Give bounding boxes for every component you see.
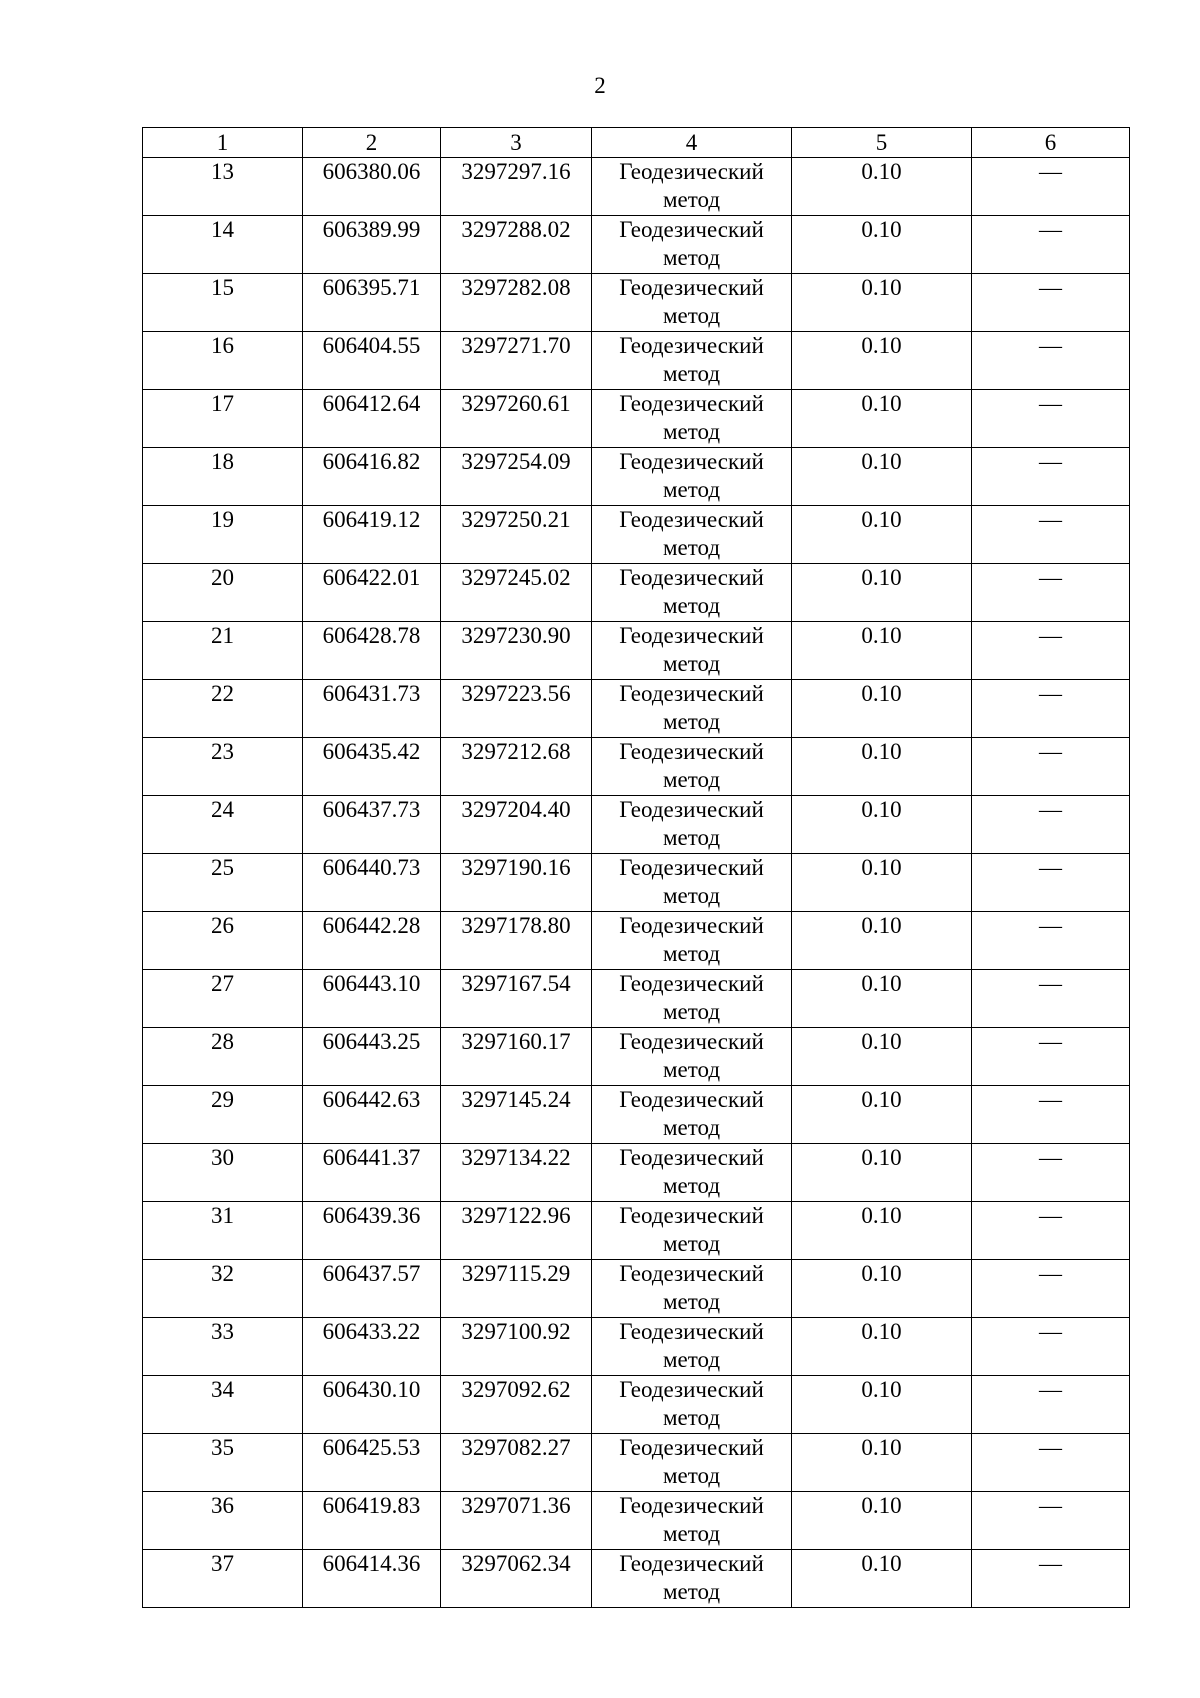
accuracy-cell: 0.10 (792, 912, 972, 970)
y-coordinate-cell: 3297071.36 (441, 1492, 592, 1550)
y-coordinate-cell: 3297245.02 (441, 564, 592, 622)
table-row (143, 564, 1130, 622)
point-number-cell: 33 (143, 1318, 303, 1376)
point-number-cell: 25 (143, 854, 303, 912)
accuracy-cell: 0.10 (792, 506, 972, 564)
column-header: 4 (592, 128, 792, 158)
table-row (143, 216, 1130, 274)
column-header: 1 (143, 128, 303, 158)
point-number-cell: 22 (143, 680, 303, 738)
method-cell: Геодезический метод (592, 1434, 792, 1492)
accuracy-cell: 0.10 (792, 158, 972, 216)
column-header: 3 (441, 128, 592, 158)
point-number-cell: 23 (143, 738, 303, 796)
accuracy-cell: 0.10 (792, 680, 972, 738)
x-coordinate-cell: 606404.55 (303, 332, 441, 390)
note-cell: — (972, 1028, 1130, 1086)
x-coordinate-cell: 606443.25 (303, 1028, 441, 1086)
method-cell: Геодезический метод (592, 1376, 792, 1434)
table-row (143, 1086, 1130, 1144)
x-coordinate-cell: 606389.99 (303, 216, 441, 274)
note-cell: — (972, 1376, 1130, 1434)
point-number-cell: 31 (143, 1202, 303, 1260)
page-number: 2 (594, 73, 606, 98)
method-cell: Геодезический метод (592, 332, 792, 390)
table-row (143, 1260, 1130, 1318)
y-coordinate-cell: 3297212.68 (441, 738, 592, 796)
accuracy-cell: 0.10 (792, 1376, 972, 1434)
point-number-cell: 21 (143, 622, 303, 680)
note-cell: — (972, 274, 1130, 332)
y-coordinate-cell: 3297062.34 (441, 1550, 592, 1608)
note-cell: — (972, 1318, 1130, 1376)
column-header: 5 (792, 128, 972, 158)
column-header: 6 (972, 128, 1130, 158)
note-cell: — (972, 970, 1130, 1028)
point-number-cell: 17 (143, 390, 303, 448)
table-row (143, 274, 1130, 332)
point-number-cell: 35 (143, 1434, 303, 1492)
table-row (143, 622, 1130, 680)
method-cell: Геодезический метод (592, 1318, 792, 1376)
x-coordinate-cell: 606412.64 (303, 390, 441, 448)
point-number-cell: 13 (143, 158, 303, 216)
table-row (143, 506, 1130, 564)
method-cell: Геодезический метод (592, 912, 792, 970)
column-header: 2 (303, 128, 441, 158)
table-row (143, 796, 1130, 854)
x-coordinate-cell: 606441.37 (303, 1144, 441, 1202)
accuracy-cell: 0.10 (792, 274, 972, 332)
note-cell: — (972, 1202, 1130, 1260)
table-row (143, 1028, 1130, 1086)
x-coordinate-cell: 606422.01 (303, 564, 441, 622)
accuracy-cell: 0.10 (792, 332, 972, 390)
note-cell: — (972, 216, 1130, 274)
method-cell: Геодезический метод (592, 564, 792, 622)
accuracy-cell: 0.10 (792, 738, 972, 796)
table-row (143, 1550, 1130, 1608)
y-coordinate-cell: 3297134.22 (441, 1144, 592, 1202)
x-coordinate-cell: 606414.36 (303, 1550, 441, 1608)
y-coordinate-cell: 3297160.17 (441, 1028, 592, 1086)
y-coordinate-cell: 3297230.90 (441, 622, 592, 680)
x-coordinate-cell: 606437.73 (303, 796, 441, 854)
accuracy-cell: 0.10 (792, 1260, 972, 1318)
note-cell: — (972, 1550, 1130, 1608)
x-coordinate-cell: 606425.53 (303, 1434, 441, 1492)
y-coordinate-cell: 3297100.92 (441, 1318, 592, 1376)
table-row (143, 390, 1130, 448)
table-row (143, 1144, 1130, 1202)
x-coordinate-cell: 606419.83 (303, 1492, 441, 1550)
method-cell: Геодезический метод (592, 854, 792, 912)
point-number-cell: 37 (143, 1550, 303, 1608)
accuracy-cell: 0.10 (792, 564, 972, 622)
table-row (143, 158, 1130, 216)
note-cell: — (972, 564, 1130, 622)
accuracy-cell: 0.10 (792, 216, 972, 274)
y-coordinate-cell: 3297190.16 (441, 854, 592, 912)
x-coordinate-cell: 606431.73 (303, 680, 441, 738)
coordinates-table (142, 127, 1130, 1608)
point-number-cell: 32 (143, 1260, 303, 1318)
table-row (143, 332, 1130, 390)
y-coordinate-cell: 3297254.09 (441, 448, 592, 506)
accuracy-cell: 0.10 (792, 390, 972, 448)
accuracy-cell: 0.10 (792, 1434, 972, 1492)
note-cell: — (972, 912, 1130, 970)
point-number-cell: 15 (143, 274, 303, 332)
note-cell: — (972, 332, 1130, 390)
y-coordinate-cell: 3297092.62 (441, 1376, 592, 1434)
x-coordinate-cell: 606442.63 (303, 1086, 441, 1144)
table-row (143, 680, 1130, 738)
accuracy-cell: 0.10 (792, 854, 972, 912)
point-number-cell: 30 (143, 1144, 303, 1202)
method-cell: Геодезический метод (592, 390, 792, 448)
table-body (143, 158, 1130, 1608)
x-coordinate-cell: 606430.10 (303, 1376, 441, 1434)
method-cell: Геодезический метод (592, 796, 792, 854)
method-cell: Геодезический метод (592, 274, 792, 332)
point-number-cell: 19 (143, 506, 303, 564)
x-coordinate-cell: 606442.28 (303, 912, 441, 970)
method-cell: Геодезический метод (592, 622, 792, 680)
note-cell: — (972, 1434, 1130, 1492)
x-coordinate-cell: 606437.57 (303, 1260, 441, 1318)
note-cell: — (972, 680, 1130, 738)
y-coordinate-cell: 3297288.02 (441, 216, 592, 274)
point-number-cell: 18 (143, 448, 303, 506)
point-number-cell: 34 (143, 1376, 303, 1434)
method-cell: Геодезический метод (592, 1144, 792, 1202)
table-row (143, 448, 1130, 506)
method-cell: Геодезический метод (592, 1492, 792, 1550)
note-cell: — (972, 854, 1130, 912)
accuracy-cell: 0.10 (792, 1550, 972, 1608)
accuracy-cell: 0.10 (792, 1028, 972, 1086)
point-number-cell: 26 (143, 912, 303, 970)
y-coordinate-cell: 3297204.40 (441, 796, 592, 854)
accuracy-cell: 0.10 (792, 1492, 972, 1550)
x-coordinate-cell: 606416.82 (303, 448, 441, 506)
point-number-cell: 29 (143, 1086, 303, 1144)
table-row (143, 1492, 1130, 1550)
note-cell: — (972, 448, 1130, 506)
method-cell: Геодезический метод (592, 216, 792, 274)
table-row (143, 854, 1130, 912)
y-coordinate-cell: 3297271.70 (441, 332, 592, 390)
table-row (143, 970, 1130, 1028)
method-cell: Геодезический метод (592, 448, 792, 506)
note-cell: — (972, 1086, 1130, 1144)
note-cell: — (972, 796, 1130, 854)
y-coordinate-cell: 3297178.80 (441, 912, 592, 970)
method-cell: Геодезический метод (592, 1550, 792, 1608)
x-coordinate-cell: 606439.36 (303, 1202, 441, 1260)
y-coordinate-cell: 3297145.24 (441, 1086, 592, 1144)
note-cell: — (972, 738, 1130, 796)
method-cell: Геодезический метод (592, 738, 792, 796)
point-number-cell: 20 (143, 564, 303, 622)
x-coordinate-cell: 606395.71 (303, 274, 441, 332)
table-row (143, 738, 1130, 796)
y-coordinate-cell: 3297282.08 (441, 274, 592, 332)
method-cell: Геодезический метод (592, 970, 792, 1028)
point-number-cell: 27 (143, 970, 303, 1028)
x-coordinate-cell: 606443.10 (303, 970, 441, 1028)
note-cell: — (972, 1492, 1130, 1550)
method-cell: Геодезический метод (592, 506, 792, 564)
point-number-cell: 16 (143, 332, 303, 390)
table-row (143, 1376, 1130, 1434)
y-coordinate-cell: 3297250.21 (441, 506, 592, 564)
accuracy-cell: 0.10 (792, 970, 972, 1028)
y-coordinate-cell: 3297297.16 (441, 158, 592, 216)
method-cell: Геодезический метод (592, 1260, 792, 1318)
x-coordinate-cell: 606419.12 (303, 506, 441, 564)
note-cell: — (972, 1144, 1130, 1202)
x-coordinate-cell: 606428.78 (303, 622, 441, 680)
x-coordinate-cell: 606433.22 (303, 1318, 441, 1376)
y-coordinate-cell: 3297167.54 (441, 970, 592, 1028)
table-row (143, 1434, 1130, 1492)
x-coordinate-cell: 606440.73 (303, 854, 441, 912)
y-coordinate-cell: 3297223.56 (441, 680, 592, 738)
point-number-cell: 14 (143, 216, 303, 274)
x-coordinate-cell: 606380.06 (303, 158, 441, 216)
table-row (143, 1318, 1130, 1376)
y-coordinate-cell: 3297122.96 (441, 1202, 592, 1260)
point-number-cell: 36 (143, 1492, 303, 1550)
note-cell: — (972, 1260, 1130, 1318)
accuracy-cell: 0.10 (792, 622, 972, 680)
method-cell: Геодезический метод (592, 680, 792, 738)
y-coordinate-cell: 3297082.27 (441, 1434, 592, 1492)
method-cell: Геодезический метод (592, 1202, 792, 1260)
y-coordinate-cell: 3297115.29 (441, 1260, 592, 1318)
note-cell: — (972, 158, 1130, 216)
note-cell: — (972, 622, 1130, 680)
table-row (143, 912, 1130, 970)
accuracy-cell: 0.10 (792, 1144, 972, 1202)
accuracy-cell: 0.10 (792, 1202, 972, 1260)
method-cell: Геодезический метод (592, 1028, 792, 1086)
method-cell: Геодезический метод (592, 158, 792, 216)
y-coordinate-cell: 3297260.61 (441, 390, 592, 448)
point-number-cell: 24 (143, 796, 303, 854)
method-cell: Геодезический метод (592, 1086, 792, 1144)
x-coordinate-cell: 606435.42 (303, 738, 441, 796)
accuracy-cell: 0.10 (792, 448, 972, 506)
table-header-row (143, 128, 1130, 158)
note-cell: — (972, 390, 1130, 448)
accuracy-cell: 0.10 (792, 1318, 972, 1376)
point-number-cell: 28 (143, 1028, 303, 1086)
note-cell: — (972, 506, 1130, 564)
accuracy-cell: 0.10 (792, 796, 972, 854)
accuracy-cell: 0.10 (792, 1086, 972, 1144)
table-row (143, 1202, 1130, 1260)
